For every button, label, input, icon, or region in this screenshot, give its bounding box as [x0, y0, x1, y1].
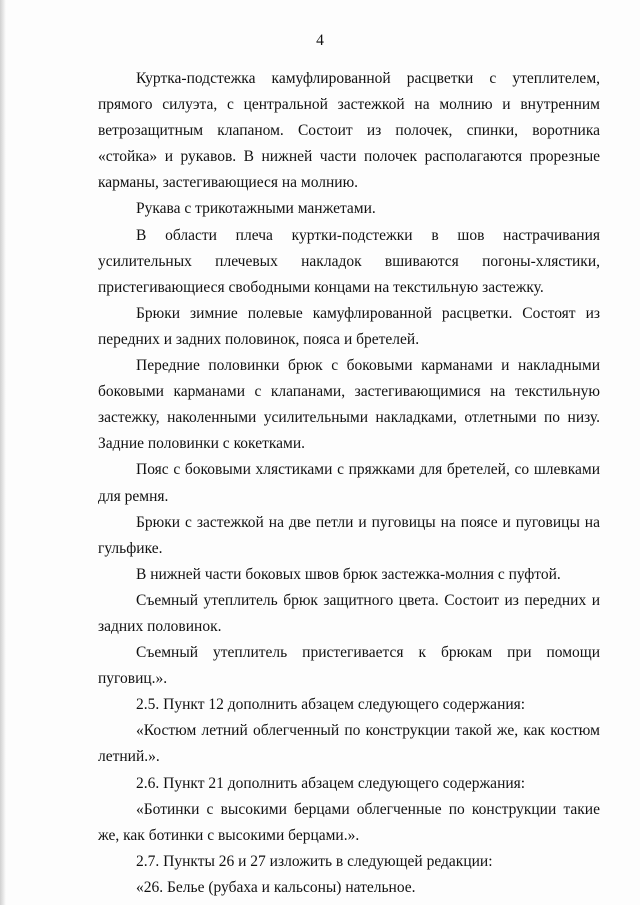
paragraph-front-halves: Передние половинки брюк с боковыми карманами и накладными боковыми карманами с клапанами, застегивающимися на текстильную застежку, наколенными усилительными накладками, отлетными по низу. Задние половинки с кокетками.	[98, 357, 600, 453]
paragraph-sleeves: Рукава с трикотажными манжетами.	[136, 200, 376, 218]
paragraph-jacket-liner: Куртка-подстежка камуфлированной расцветки с утеплителем, прямого силуэта, с центральной застежкой на молнию и внутренним ветрозащитным клапаном. Состоит из полочек, спинки, воротника «стойка» и рукавов. В нижней части полочек располагаются прорезные карманы, застегивающиеся на молнию.	[98, 70, 600, 192]
paragraph-item-2-6: 2.6. Пункт 21 дополнить абзацем следующего содержания:	[136, 774, 526, 792]
paragraph-boots: «Ботинки с высокими берцами облегченные по конструкции такие же, как ботинки с высокими берцами.».	[98, 800, 600, 844]
document-body	[98, 66, 600, 901]
paragraph-winter-trousers: Брюки зимние полевые камуфлированной расцветки. Состоят из передних и задних половинок, пояса и бретелей.	[98, 304, 600, 348]
paragraph-item-2-5: 2.5. Пункт 12 дополнить абзацем следующего содержания:	[136, 696, 526, 714]
paragraph-underwear: «26. Белье (рубаха и кальсоны) нательное.	[136, 878, 416, 896]
paragraph-side-zipper: В нижней части боковых швов брюк застежка-молния с пуфтой.	[136, 565, 561, 583]
paragraph-belt: Пояс с боковыми хлястиками с пряжками для бретелей, со шлевками для ремня.	[98, 461, 600, 505]
paragraph-removable-liner: Съемный утеплитель брюк защитного цвета. Состоит из передних и задних половинок.	[98, 591, 600, 635]
paragraph-summer-suit: «Костюм летний облегченный по конструкции такой же, как костюм летний.».	[98, 722, 600, 766]
scan-edge-shadow	[0, 0, 6, 905]
paragraph-shoulder-straps: В области плеча куртки-подстежки в шов настрачивания усилительных плечевых накладок вшиваются погоны-хлястики, пристегивающиеся свободными концами на текстильную застежку.	[98, 226, 600, 296]
paragraph-item-2-7: 2.7. Пункты 26 и 27 изложить в следующей редакции:	[136, 852, 493, 870]
page-number: 4	[316, 32, 324, 49]
paragraph-fastening: Брюки с застежкой на две петли и пуговицы на поясе и пуговицы на гульфике.	[98, 513, 600, 557]
paragraph-liner-buttons: Съемный утеплитель пристегивается к брюкам при помощи пуговиц.».	[98, 644, 600, 688]
